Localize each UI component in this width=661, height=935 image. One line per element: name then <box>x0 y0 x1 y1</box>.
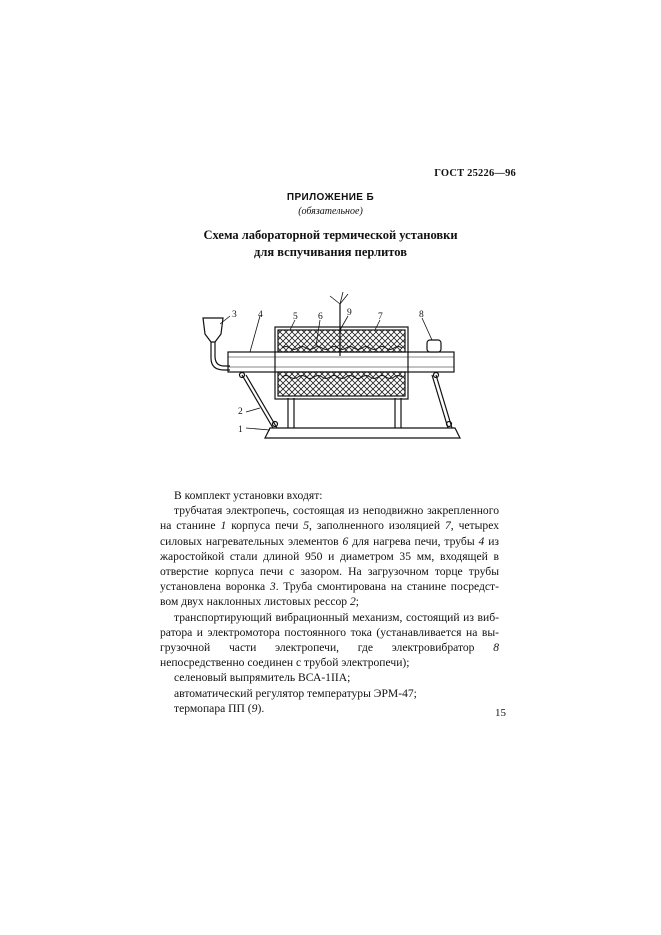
paragraph-vibration: транспортирующий вибрационный механизм, состоящий из вибратора и электромотора постоянного тока (устанавливается на выгрузочной части электропечи, где электровибратор 8 непосредственно соединен с трубой электропечи); <box>160 610 499 670</box>
page-number: 15 <box>495 707 506 719</box>
label-5: 5 <box>293 312 298 322</box>
tube <box>228 352 454 372</box>
leaf-spring-left <box>242 375 273 428</box>
appendix-subtitle: (обязательное) <box>298 206 363 217</box>
scheme-title-line-2: для вспучивания перлитов <box>254 245 407 259</box>
intro: В комплект установки входят: <box>174 489 323 502</box>
scheme-title-line-1: Схема лабораторной термической установки <box>203 228 458 242</box>
label-9: 9 <box>347 308 352 318</box>
paragraph-rectifier: селеновый выпрямитель ВСА-1IIА; <box>174 671 351 685</box>
funnel <box>203 318 223 342</box>
label-4: 4 <box>258 310 263 320</box>
label-3: 3 <box>232 310 237 320</box>
furnace-diagram <box>190 290 480 450</box>
document-code: ГОСТ 25226—96 <box>434 168 516 179</box>
label-6: 6 <box>318 312 323 322</box>
paragraph-furnace: трубчатая электропечь, состоящая из неподвижно закрепленного на станине 1 корпуса печи 5, заполненного изоляцией 7, четырех силовых нагревательных элементов 6 для нагрева печи, трубы 4 из жаростойкой стали длиной 950 и диаметром 35 мм, входящей в отверстие корпуса печи с зазором. На загрузочном торце трубы установлена воронка 3. Труба смонтирована на станине посредством двух наклонных листовых рессор 2; <box>160 504 500 609</box>
base-stand <box>265 428 460 438</box>
leaf-spring-right <box>432 375 448 428</box>
paragraph-thermocouple: термопара ПП (9). <box>174 701 265 715</box>
label-1: 1 <box>238 425 243 435</box>
scheme-title <box>0 227 661 261</box>
vibrator <box>427 340 441 352</box>
label-7: 7 <box>378 312 383 322</box>
paragraph-regulator: автоматический регулятор температуры ЭРМ-47; <box>174 686 417 700</box>
label-8: 8 <box>419 310 424 320</box>
body-text <box>160 488 499 716</box>
appendix-title: ПРИЛОЖЕНИЕ Б <box>286 192 375 203</box>
label-2: 2 <box>238 407 243 417</box>
